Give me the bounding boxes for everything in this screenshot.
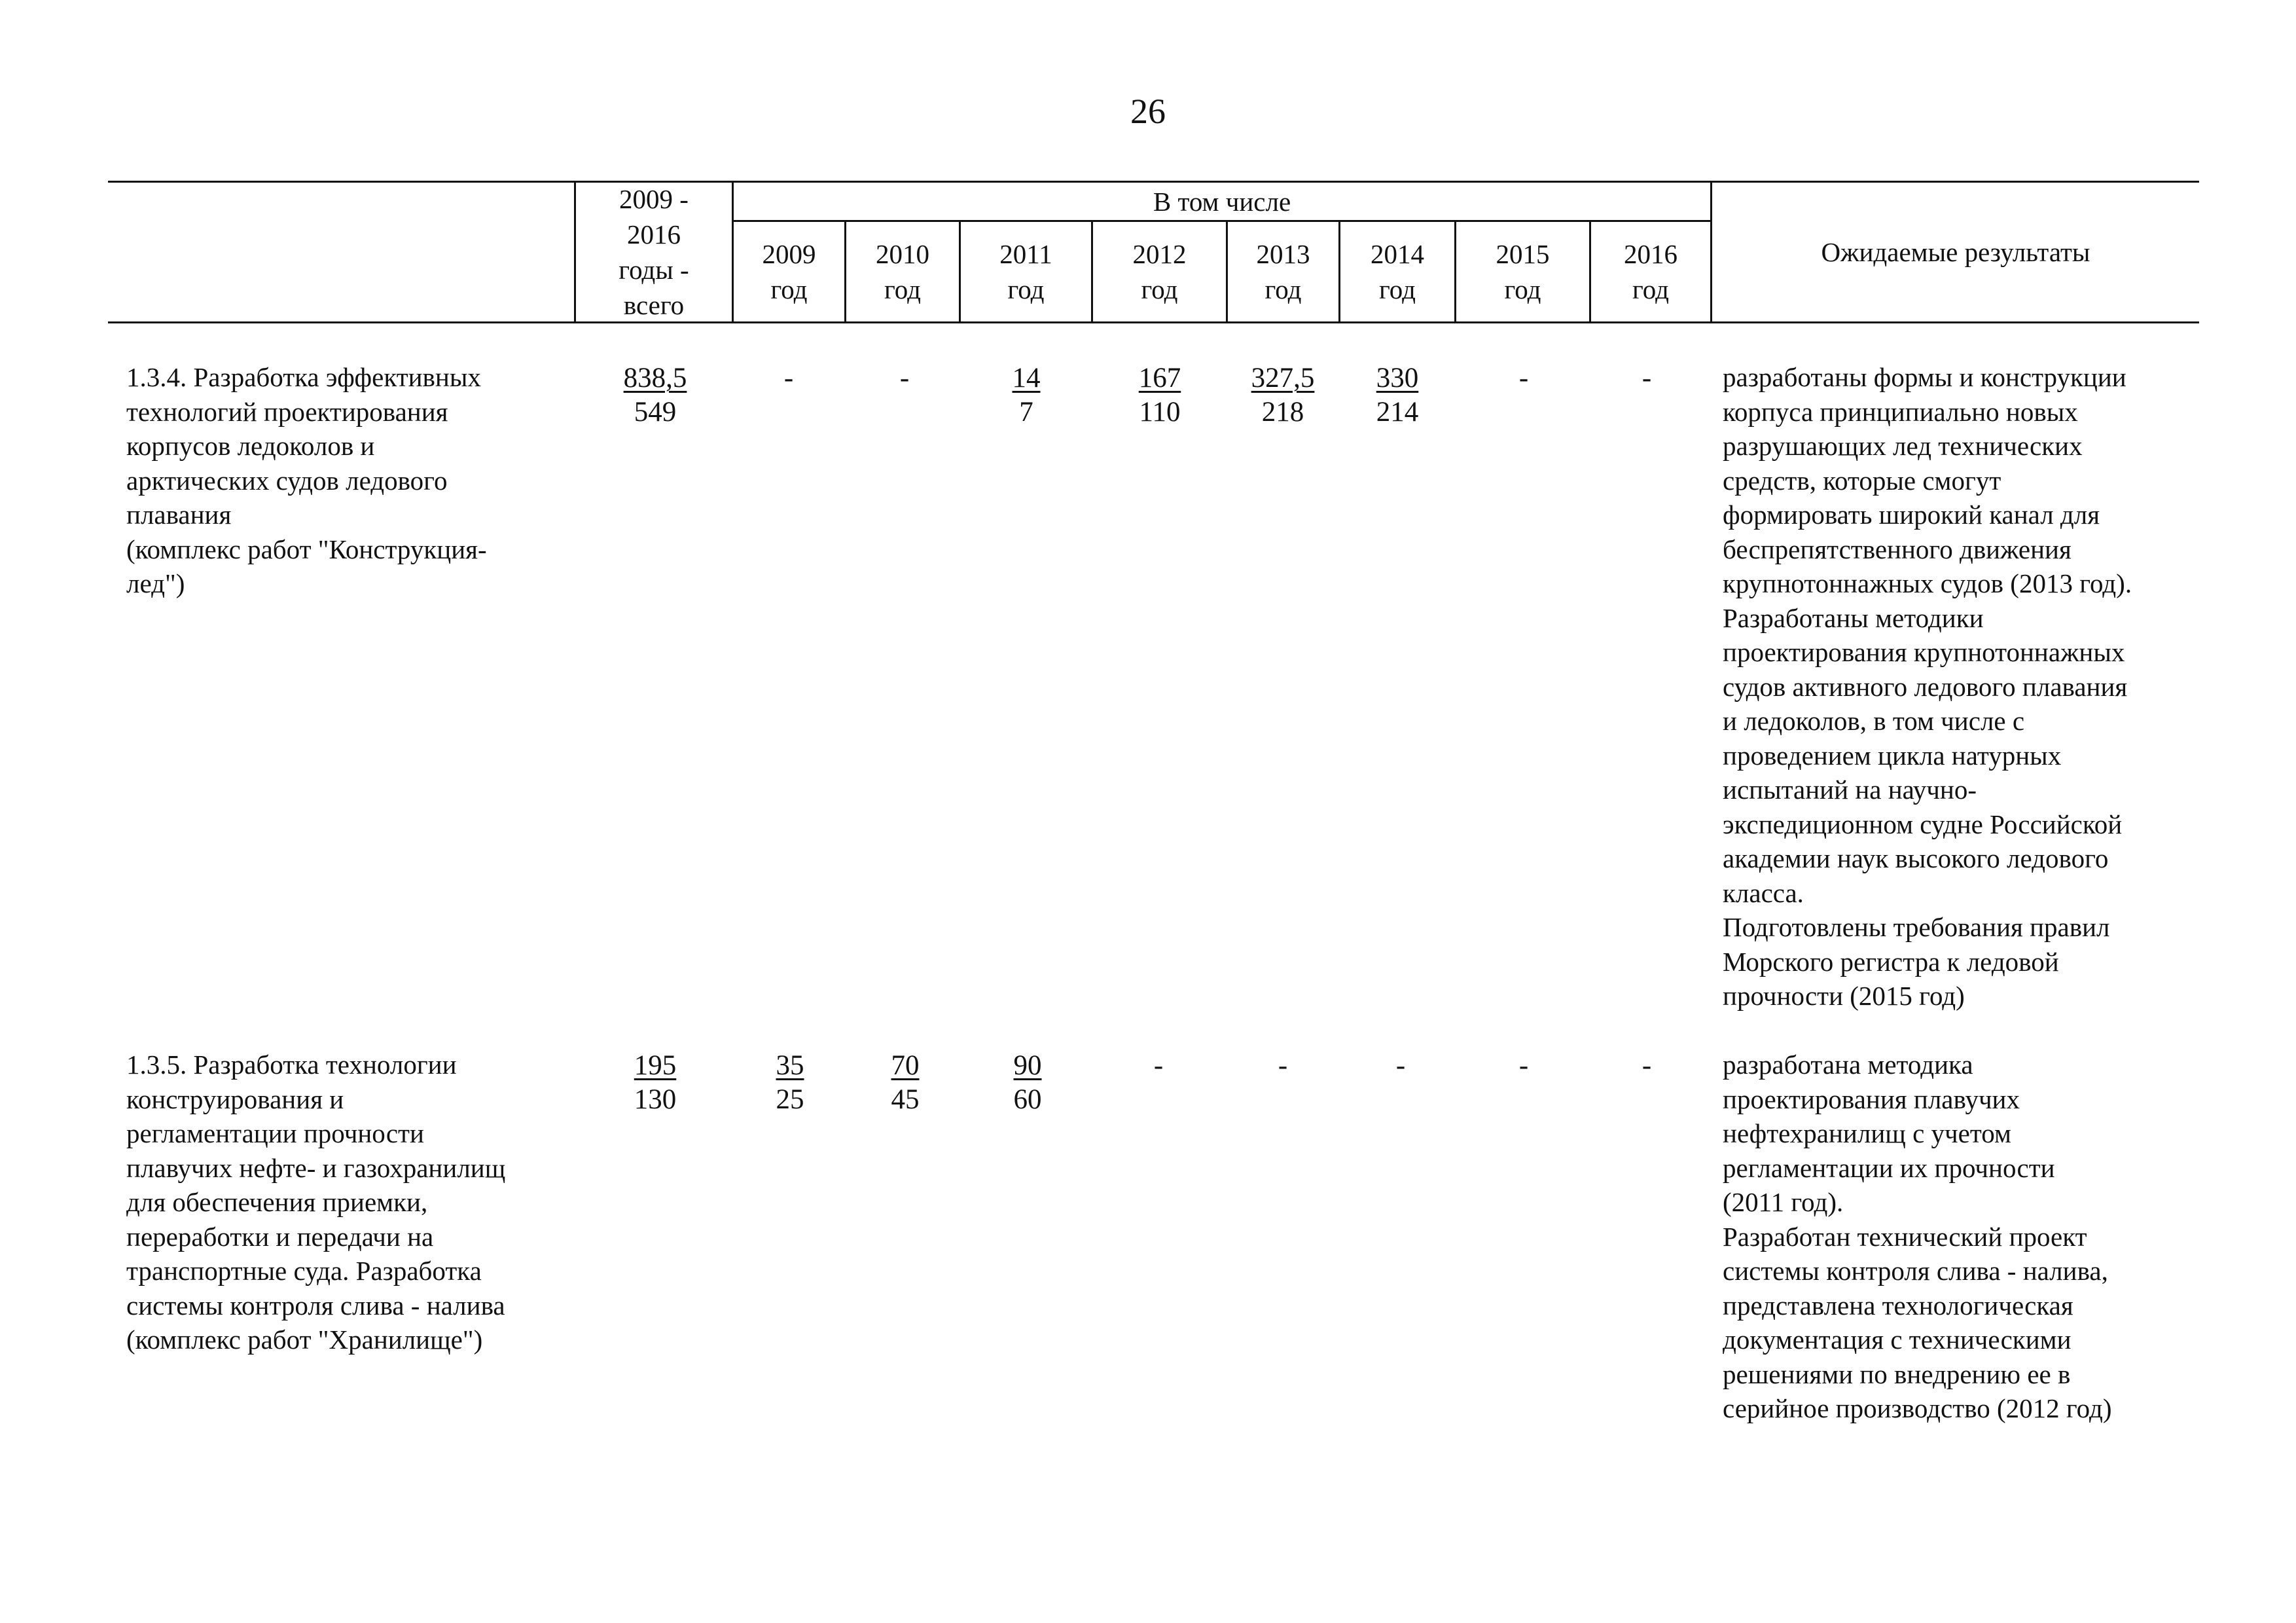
year-value: 70 xyxy=(891,1050,920,1081)
year-cell-2010 xyxy=(839,361,970,395)
year-label: 2014 xyxy=(1371,239,1424,269)
header-expected-results: Ожидаемые результаты xyxy=(1821,237,2090,267)
header-year-2013 xyxy=(1228,222,1338,321)
year-subvalue: 218 xyxy=(1261,397,1304,428)
year-cell-2014 xyxy=(1335,1049,1466,1083)
row-total xyxy=(590,361,721,429)
year-cell-2009 xyxy=(723,361,854,395)
row-total xyxy=(590,1049,721,1117)
year-cell-2015 xyxy=(1458,361,1589,395)
year-value: 14 xyxy=(1012,363,1041,393)
year-value: - xyxy=(899,363,910,393)
year-cell-2011 xyxy=(961,361,1092,429)
year-value: - xyxy=(1518,1050,1529,1081)
header-bottom-rule xyxy=(108,321,2199,323)
year-label: 2010 xyxy=(876,239,929,269)
year-unit: год xyxy=(1007,274,1045,304)
header-year-2016 xyxy=(1591,222,1710,321)
year-unit: год xyxy=(1379,274,1416,304)
year-value: - xyxy=(1153,1050,1164,1081)
total-value: 195 xyxy=(634,1050,677,1081)
year-value: 35 xyxy=(776,1050,804,1081)
year-cell-2016 xyxy=(1581,1049,1712,1083)
year-value: 327,5 xyxy=(1251,363,1315,393)
year-value: - xyxy=(1518,363,1529,393)
total-value: 838,5 xyxy=(623,363,687,393)
year-label: 2011 xyxy=(999,239,1052,269)
year-cell-2013 xyxy=(1217,361,1348,429)
year-unit: год xyxy=(1632,274,1669,304)
year-cell-2010 xyxy=(840,1049,971,1117)
year-unit: год xyxy=(884,274,921,304)
year-value: - xyxy=(1278,1050,1288,1081)
year-subvalue: 60 xyxy=(1013,1084,1042,1115)
year-cell-2011 xyxy=(962,1049,1093,1117)
year-value: 330 xyxy=(1376,363,1419,393)
year-unit: год xyxy=(1504,274,1541,304)
year-label: 2013 xyxy=(1256,239,1310,269)
year-label: 2016 xyxy=(1624,239,1677,269)
year-unit: год xyxy=(1141,274,1178,304)
row-description: 1.3.4. Разработка эффективных технологий проектирования корпусов ледоколов и арктических судов ледового плавания (комплекс работ "Конструкция- лед") xyxy=(126,362,487,598)
year-unit: год xyxy=(770,274,808,304)
year-label: 2015 xyxy=(1496,239,1550,269)
year-value: - xyxy=(1641,1050,1652,1081)
total-subvalue: 130 xyxy=(634,1084,677,1115)
year-subvalue: 214 xyxy=(1376,397,1419,428)
row-results: разработана методика проектирования плавучих нефтехранилищ с учетом регламентации их прочности (2011 год). Разработан технический проект системы контроля слива - налива, представлена технологическая документация с техническими решениями по внедрению ее в серийное производство (2012 год) xyxy=(1723,1049,2112,1423)
year-value: - xyxy=(1641,363,1652,393)
year-cell-2012 xyxy=(1093,1049,1224,1083)
year-cell-2014 xyxy=(1332,361,1463,429)
header-year-2011 xyxy=(961,222,1091,321)
row-results: разработаны формы и конструкции корпуса принципиально новых разрушающих лед технических средств, которые смогут формировать широкий канал для беспрепятственного движения крупнотоннажных судов (2013 год). Разработаны методики проектирования крупнотоннажных судов активного ледового плавания и ледоколов, в том числе с проведением цикла натурных испытаний на научно- экспедиционном судне Российской академии наук высокого ледового класса. Подготовлены требования правил Морского регистра к ледовой прочности (2015 год) xyxy=(1723,362,2132,1011)
header-year-2009 xyxy=(734,222,844,321)
year-value: 90 xyxy=(1013,1050,1042,1081)
header-year-2014 xyxy=(1340,222,1454,321)
header-year-2010 xyxy=(846,222,959,321)
year-subvalue: 25 xyxy=(776,1084,804,1115)
year-subvalue: 7 xyxy=(1019,397,1033,428)
year-value: - xyxy=(1395,1050,1406,1081)
year-cell-2015 xyxy=(1458,1049,1589,1083)
year-cell-2016 xyxy=(1581,361,1712,395)
table-header xyxy=(108,181,2199,323)
header-year-2012 xyxy=(1093,222,1226,321)
header-total-period: 2009 - 2016 годы - всего xyxy=(619,184,689,320)
year-label: 2009 xyxy=(762,239,816,269)
year-unit: год xyxy=(1265,274,1302,304)
year-cell-2012 xyxy=(1094,361,1225,429)
year-subvalue: 110 xyxy=(1139,397,1181,428)
row-description: 1.3.5. Разработка технологии конструирования и регламентации прочности плавучих нефте- и газохранилищ для обеспечения приемки, переработки и передачи на транспортные суда. Разработка системы контроля слива - налива (комплекс работ "Хранилище") xyxy=(126,1049,506,1355)
year-value: - xyxy=(783,363,794,393)
header-group-label: В том числе xyxy=(1153,186,1291,217)
year-value: 167 xyxy=(1138,363,1181,393)
header-year-2015 xyxy=(1456,222,1589,321)
year-subvalue: 45 xyxy=(891,1084,920,1115)
year-label: 2012 xyxy=(1132,239,1187,269)
year-cell-2013 xyxy=(1217,1049,1348,1083)
year-cell-2009 xyxy=(725,1049,855,1117)
total-subvalue: 549 xyxy=(634,397,677,428)
page-number: 26 xyxy=(1130,92,1166,131)
